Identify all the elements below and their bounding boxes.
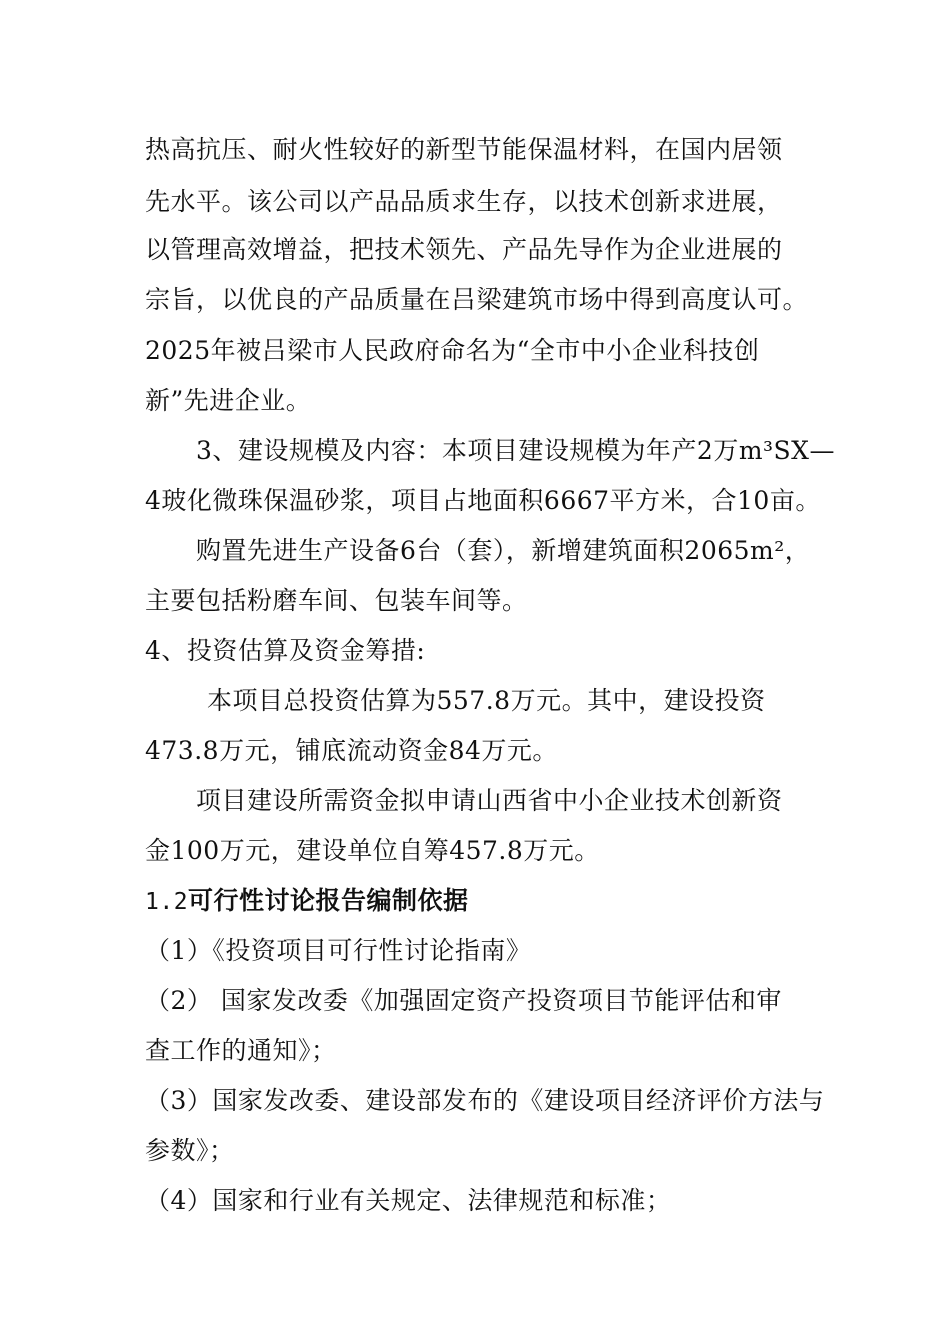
section-number: 1.2 xyxy=(145,889,189,915)
investment-text-line: 本项目总投资估算为557.8万元。其中，建设投资 xyxy=(207,686,766,715)
basis-item: （2） 国家发改委《加强固定资产投资项目节能评估和审 xyxy=(145,986,782,1015)
section-3-scale-line: 3、建设规模及内容：本项目建设规模为年产2万m³SX— xyxy=(196,436,835,465)
basis-item: （4）国家和行业有关规定、法律规范和标准； xyxy=(145,1186,672,1215)
body-text-line: 先水平。该公司以产品品质求生存，以技术创新求进展， xyxy=(145,187,783,216)
section-1-2-heading xyxy=(145,884,469,919)
body-text-line: 2025年被吕梁市人民政府命名为“全市中小企业科技创 xyxy=(145,336,760,365)
body-text-line: 新”先进企业。 xyxy=(145,386,312,415)
basis-item: （1）《投资项目可行性讨论指南》 xyxy=(145,936,532,965)
body-text-line: 宗旨，以优良的产品质量在吕梁建筑市场中得到高度认可。 xyxy=(145,285,809,314)
funding-text-line: 项目建设所需资金拟申请山西省中小企业技术创新资 xyxy=(196,786,783,815)
equipment-text-line: 主要包括粉磨车间、包装车间等。 xyxy=(145,586,528,615)
basis-item: （3）国家发改委、建设部发布的《建设项目经济评价方法与 xyxy=(145,1086,825,1115)
equipment-text-line: 购置先进生产设备6台（套），新增建筑面积2065m²， xyxy=(196,536,811,565)
basis-item: 查工作的通知》； xyxy=(145,1036,337,1065)
funding-text-line: 金100万元，建设单位自筹457.8万元。 xyxy=(145,836,600,865)
body-text-line: 以管理高效增益，把技术领先、产品先导作为企业进展的 xyxy=(145,235,783,264)
investment-text-line: 473.8万元，铺底流动资金84万元。 xyxy=(145,736,558,765)
basis-item: 参数》； xyxy=(145,1136,235,1165)
section-4-title: 4、投资估算及资金筹措: xyxy=(145,636,426,665)
body-text-line: 热高抗压、耐火性较好的新型节能保温材料，在国内居领 xyxy=(145,135,783,164)
section-3-scale-line: 4玻化微珠保温砂浆，项目占地面积6667平方米，合10亩。 xyxy=(145,486,821,515)
section-title: 可行性讨论报告编制依据 xyxy=(188,886,469,915)
